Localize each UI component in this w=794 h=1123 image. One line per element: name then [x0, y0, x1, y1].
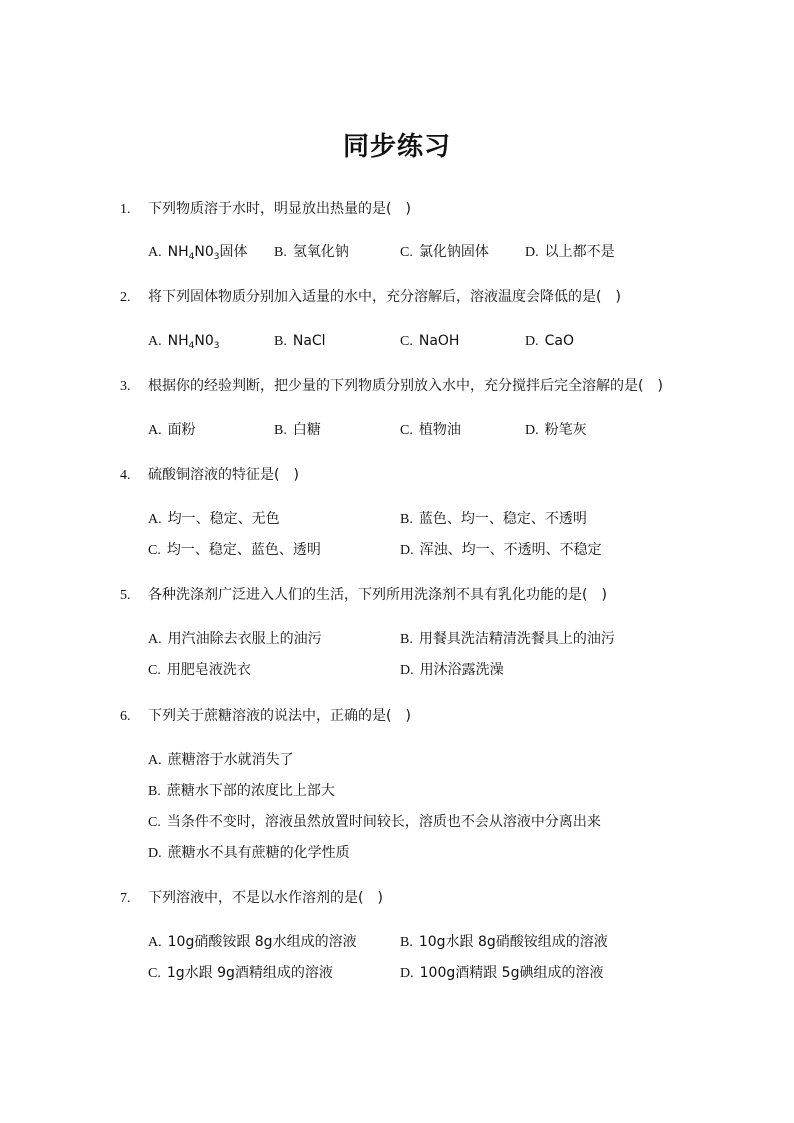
question-5 — [120, 586, 607, 605]
question-number: 1. — [120, 202, 131, 217]
page-title: 同步练习 — [342, 132, 451, 162]
option-a: A. $NH_4N0_3$固体 — [148, 244, 248, 262]
question-number: 4. — [120, 468, 131, 483]
option-a: A. 蔗糖溶于水就消失了 — [148, 752, 294, 768]
question-number: 3. — [120, 379, 131, 394]
option-b: B. 白糖 — [274, 422, 321, 438]
question-3 — [120, 377, 663, 396]
option-d: D. CaO — [525, 333, 574, 349]
option-c: C. 均一、稳定、蓝色、透明 — [148, 542, 321, 558]
option-b: B. 用餐具洗洁精清洗餐具上的油污 — [400, 631, 615, 647]
question-4 — [120, 466, 299, 485]
question-text: 下列物质溶于水时，明显放出热量的是( ) — [148, 201, 411, 217]
question-number: 5. — [120, 588, 131, 603]
option-c: C. 氯化钠固体 — [400, 244, 489, 260]
option-a: A. $NH_4N0_3$ — [148, 333, 220, 351]
option-c: C. 植物油 — [400, 422, 461, 438]
option-c: C. NaOH — [400, 333, 460, 349]
option-d: D. 用沐浴露洗澡 — [400, 662, 504, 678]
question-number: 7. — [120, 891, 131, 906]
option-a: A. 面粉 — [148, 422, 196, 438]
question-1 — [120, 200, 411, 219]
question-text: 根据你的经验判断，把少量的下列物质分别放入水中，充分搅拌后完全溶解的是( ) — [148, 378, 663, 394]
option-c: C. 用肥皂液洗衣 — [148, 662, 251, 678]
option-a: A. 均一、稳定、无色 — [148, 511, 280, 527]
option-a: A. 用汽油除去衣服上的油污 — [148, 631, 322, 647]
question-text: 将下列固体物质分别加入适量的水中，充分溶解后，溶液温度会降低的是( ) — [148, 289, 621, 305]
option-b: B. 10g水跟 8g硝酸铵组成的溶液 — [400, 934, 608, 950]
question-text: 硫酸铜溶液的特征是( ) — [148, 467, 299, 483]
option-c: C. 当条件不变时，溶液虽然放置时间较长，溶质也不会从溶液中分离出来 — [148, 814, 601, 830]
question-text: 下列关于蔗糖溶液的说法中，正确的是( ) — [148, 708, 411, 724]
option-b: B. 蓝色、均一、稳定、不透明 — [400, 511, 587, 527]
option-a: A. 10g硝酸铵跟 8g水组成的溶液 — [148, 934, 357, 950]
option-b: B. 氢氧化钠 — [274, 244, 349, 260]
option-b: B. NaCl — [274, 333, 326, 349]
option-d: D. 粉笔灰 — [525, 422, 587, 438]
question-6 — [120, 707, 411, 726]
option-d: D. 蔗糖水不具有蔗糖的化学性质 — [148, 845, 350, 861]
option-c: C. 1g水跟 9g酒精组成的溶液 — [148, 965, 333, 981]
option-d: D. 浑浊、均一、不透明、不稳定 — [400, 542, 602, 558]
question-number: 6. — [120, 709, 131, 724]
question-2 — [120, 288, 621, 307]
question-number: 2. — [120, 290, 131, 305]
option-d: D. 100g酒精跟 5g碘组成的溶液 — [400, 965, 604, 981]
question-text: 各种洗涤剂广泛进入人们的生活，下列所用洗涤剂不具有乳化功能的是( ) — [148, 587, 607, 603]
question-text: 下列溶液中，不是以水作溶剂的是( ) — [148, 890, 383, 906]
option-d: D. 以上都不是 — [525, 244, 615, 260]
option-b: B. 蔗糖水下部的浓度比上部大 — [148, 783, 335, 799]
question-7 — [120, 889, 383, 908]
